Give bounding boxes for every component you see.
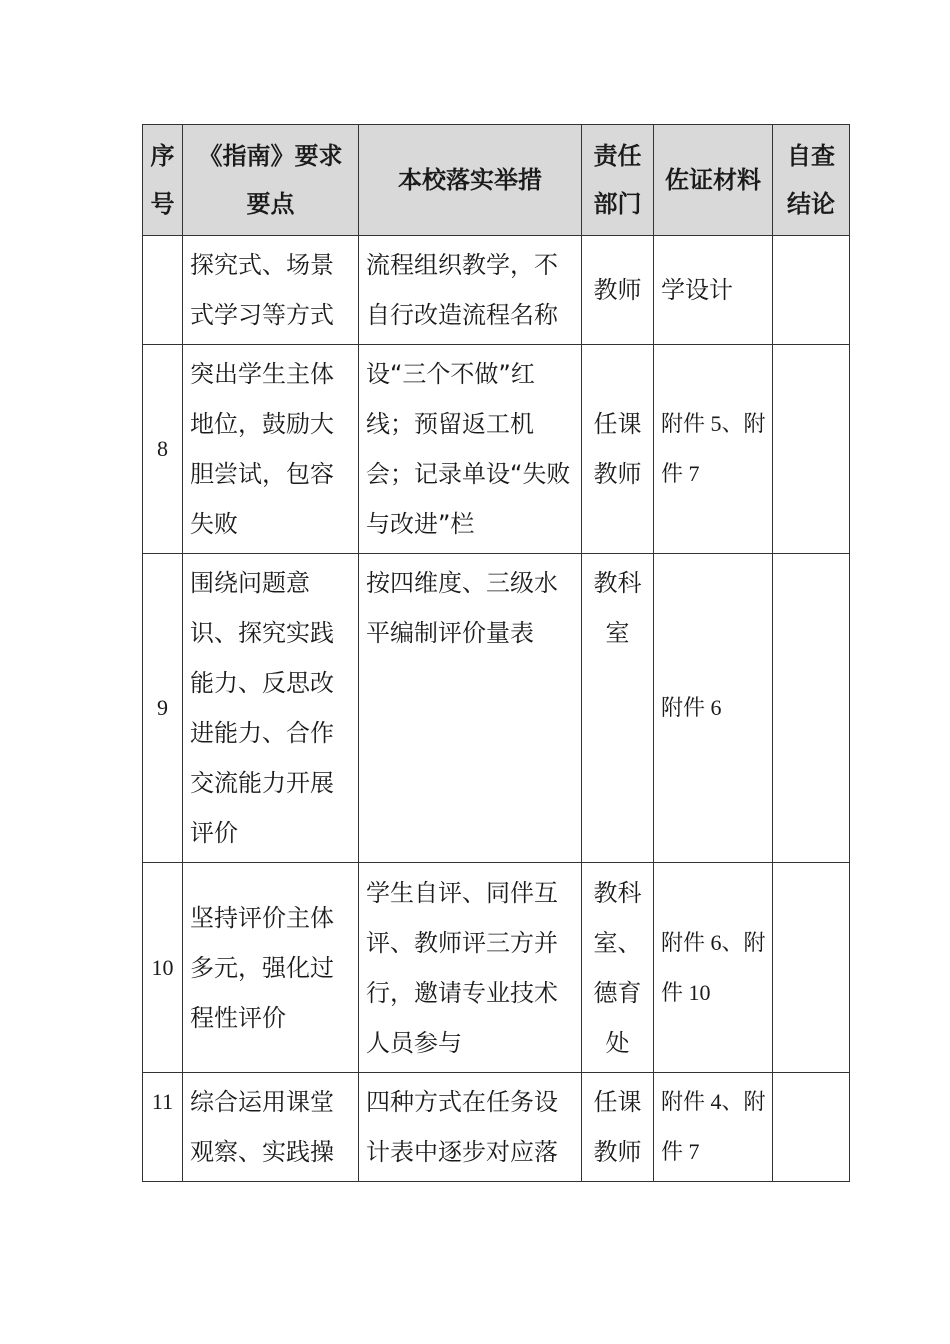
row-evidence: 附件 4、附件 7 [654,1073,773,1182]
row-result [773,554,850,863]
table-row [143,1073,850,1182]
row-measure: 设“三个不做”红线；预留返工机会；记录单设“失败与改进”栏 [359,345,582,554]
row-result [773,345,850,554]
row-dept: 任课教师 [582,1073,654,1182]
row-dept: 教师 [582,236,654,345]
self-check-table [142,124,850,1182]
row-measure: 按四维度、三级水平编制评价量表 [359,554,582,863]
row-point: 突出学生主体地位，鼓励大胆尝试，包容失败 [183,345,359,554]
row-evidence: 附件 5、附件 7 [654,345,773,554]
header-no: 序号 [143,125,183,236]
row-dept: 教科室 [582,554,654,863]
table-row [143,236,850,345]
row-evidence: 附件 6、附件 10 [654,863,773,1073]
row-no: 8 [143,345,183,554]
row-no: 10 [143,863,183,1073]
row-point: 坚持评价主体多元，强化过程性评价 [183,863,359,1073]
row-no: 11 [143,1073,183,1182]
row-result [773,863,850,1073]
row-dept: 教科室、德育处 [582,863,654,1073]
row-dept: 任课教师 [582,345,654,554]
row-measure: 学生自评、同伴互评、教师评三方并行，邀请专业技术人员参与 [359,863,582,1073]
row-no [143,236,183,345]
row-measure: 流程组织教学，不自行改造流程名称 [359,236,582,345]
header-measure: 本校落实举措 [359,125,582,236]
header-point: 《指南》要求要点 [183,125,359,236]
header-result: 自查结论 [773,125,850,236]
header-dept: 责任部门 [582,125,654,236]
table-row [143,345,850,554]
row-result [773,236,850,345]
row-evidence: 附件 6 [654,554,773,863]
header-evidence: 佐证材料 [654,125,773,236]
row-point: 围绕问题意识、探究实践能力、反思改进能力、合作交流能力开展评价 [183,554,359,863]
table-row [143,863,850,1073]
row-point: 综合运用课堂观察、实践操 [183,1073,359,1182]
row-point: 探究式、场景式学习等方式 [183,236,359,345]
row-evidence: 学设计 [654,236,773,345]
table-row [143,554,850,863]
row-result [773,1073,850,1182]
row-measure: 四种方式在任务设计表中逐步对应落 [359,1073,582,1182]
header-row [143,125,850,236]
row-no: 9 [143,554,183,863]
